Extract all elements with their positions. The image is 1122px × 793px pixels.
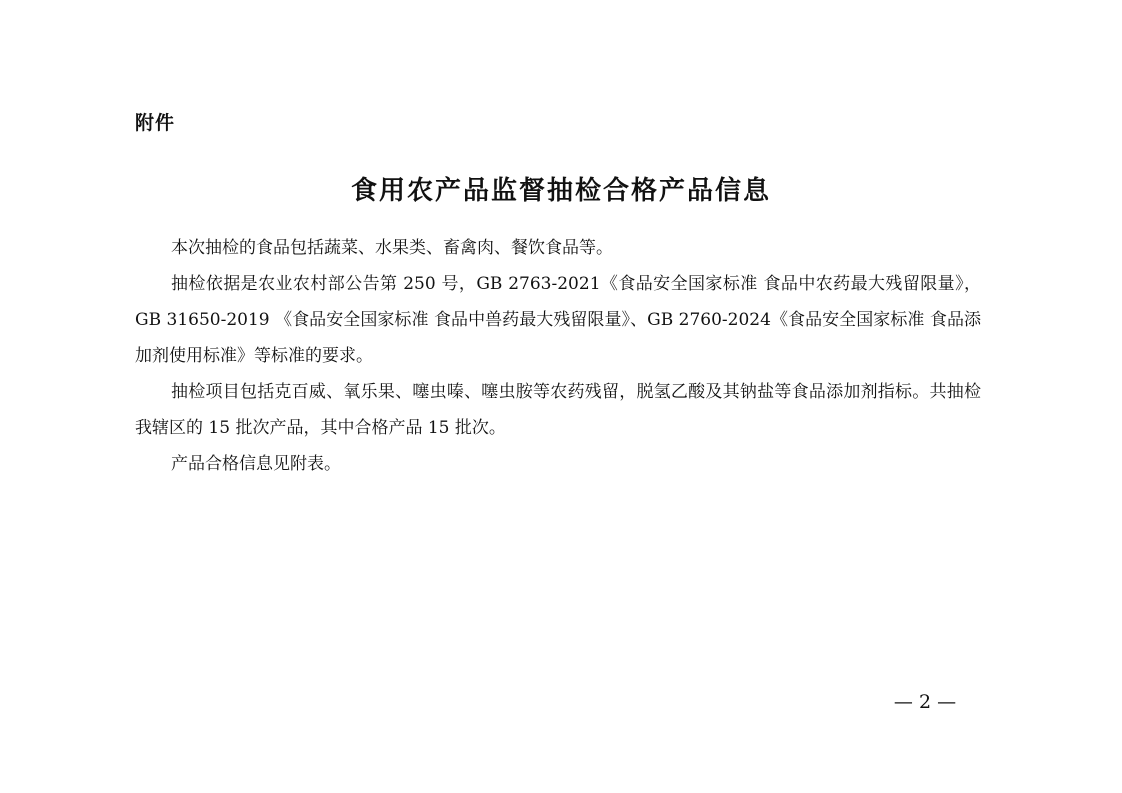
paragraph-reference: 产品合格信息见附表。 — [171, 454, 341, 474]
paragraph-items: 抽检项目包括克百威、氧乐果、噻虫嗪、噻虫胺等农药残留，脱氢乙酸及其钠盐等食品添加剂指标。共抽检我辖区的 15 批次产品，其中合格产品 15 批次。 — [135, 382, 981, 438]
document-title: 食用农产品监督抽检合格产品信息 — [350, 176, 771, 206]
page-number: — 2 — — [893, 691, 957, 713]
document-body — [135, 230, 981, 482]
paragraph-basis: 抽检依据是农业农村部公告第 250 号，GB 2763-2021《食品安全国家标准 食品中农药最大残留限量》，GB 31650-2019 《食品安全国家标准 食品中兽药最大残留限量》、GB 2760-2024《食品安全国家标准 食品添加剂使用标准》等标准的要求。 — [135, 274, 981, 366]
attachment-label: 附件 — [135, 112, 176, 134]
paragraph-scope: 本次抽检的食品包括蔬菜、水果类、畜禽肉、餐饮食品等。 — [171, 238, 613, 258]
